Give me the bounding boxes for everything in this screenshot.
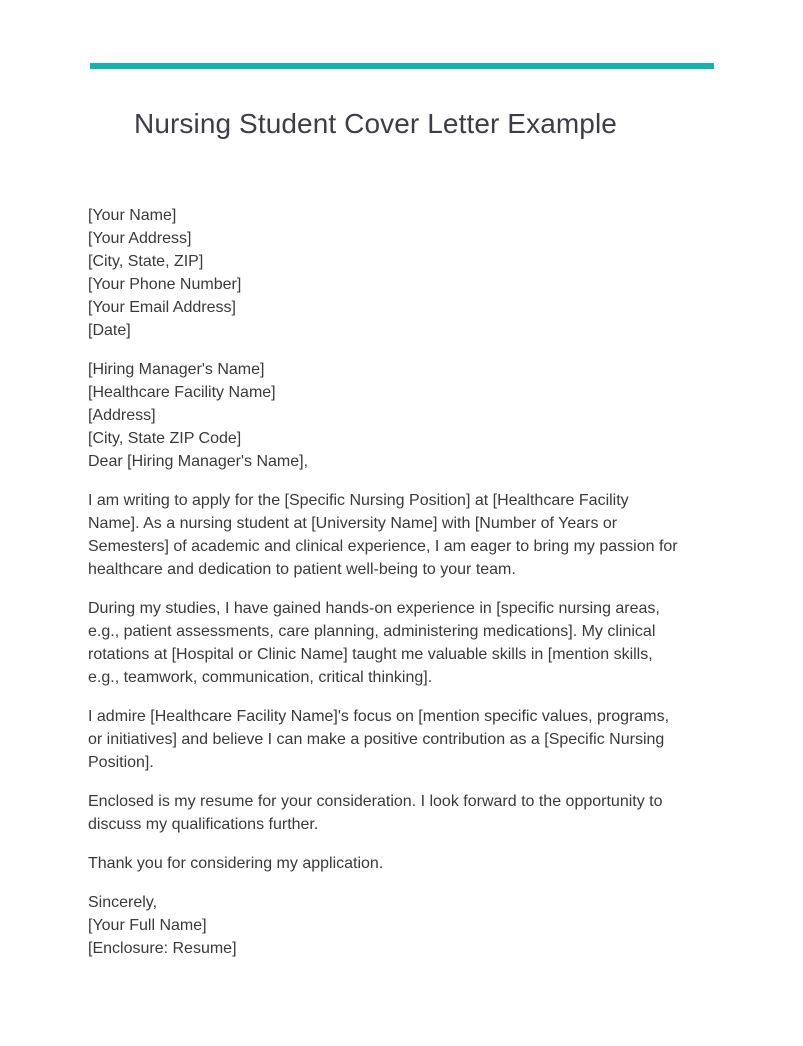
paragraph-line: e.g., patient assessments, care planning, administering medications]. My clinical bbox=[88, 623, 656, 640]
paragraph-line: Name]. As a nursing student at [University Name] with [Number of Years or bbox=[88, 515, 618, 532]
cover-letter-body bbox=[88, 204, 688, 976]
paragraph-line: rotations at [Hospital or Clinic Name] taught me valuable skills in [mention skills, bbox=[88, 646, 653, 663]
sender-email: [Your Email Address] bbox=[88, 299, 236, 316]
title-accent-bar bbox=[90, 63, 714, 69]
closing-block bbox=[88, 891, 688, 960]
paragraph-line: Position]. bbox=[88, 754, 154, 771]
paragraph-enclosure bbox=[88, 790, 688, 836]
paragraph-line: discuss my qualifications further. bbox=[88, 816, 319, 833]
salutation: Dear [Hiring Manager's Name], bbox=[88, 453, 309, 470]
recipient-facility: [Healthcare Facility Name] bbox=[88, 384, 276, 401]
letter-date: [Date] bbox=[88, 322, 131, 339]
sender-phone: [Your Phone Number] bbox=[88, 276, 242, 293]
paragraph-line: I am writing to apply for the [Specific Nursing Position] at [Healthcare Facility bbox=[88, 492, 629, 509]
recipient-address-block bbox=[88, 358, 688, 473]
paragraph-line: During my studies, I have gained hands-on experience in [specific nursing areas, bbox=[88, 600, 660, 617]
sender-address: [Your Address] bbox=[88, 230, 192, 247]
sender-city-state-zip: [City, State, ZIP] bbox=[88, 253, 204, 270]
paragraph-line: I admire [Healthcare Facility Name]'s focus on [mention specific values, programs, bbox=[88, 708, 670, 725]
recipient-city-state-zip: [City, State ZIP Code] bbox=[88, 430, 242, 447]
paragraph-experience bbox=[88, 597, 688, 689]
closing-full-name: [Your Full Name] bbox=[88, 917, 207, 934]
closing-valediction: Sincerely, bbox=[88, 894, 158, 911]
paragraph-thanks bbox=[88, 852, 688, 875]
recipient-address: [Address] bbox=[88, 407, 156, 424]
paragraph-line: e.g., teamwork, communication, critical thinking]. bbox=[88, 669, 433, 686]
paragraph-line: Enclosed is my resume for your consideration. I look forward to the opportunity to bbox=[88, 793, 663, 810]
sender-address-block bbox=[88, 204, 688, 342]
paragraph-introduction bbox=[88, 489, 688, 581]
closing-enclosure-note: [Enclosure: Resume] bbox=[88, 940, 237, 957]
paragraph-line: Thank you for considering my application. bbox=[88, 855, 384, 872]
recipient-name: [Hiring Manager's Name] bbox=[88, 361, 265, 378]
paragraph-line: healthcare and dedication to patient well-being to your team. bbox=[88, 561, 516, 578]
paragraph-line: Semesters] of academic and clinical experience, I am eager to bring my passion for bbox=[88, 538, 678, 555]
paragraph-line: or initiatives] and believe I can make a positive contribution as a [Specific Nursing bbox=[88, 731, 665, 748]
paragraph-motivation bbox=[88, 705, 688, 774]
sender-name: [Your Name] bbox=[88, 207, 177, 224]
page-title: Nursing Student Cover Letter Example bbox=[134, 108, 617, 139]
